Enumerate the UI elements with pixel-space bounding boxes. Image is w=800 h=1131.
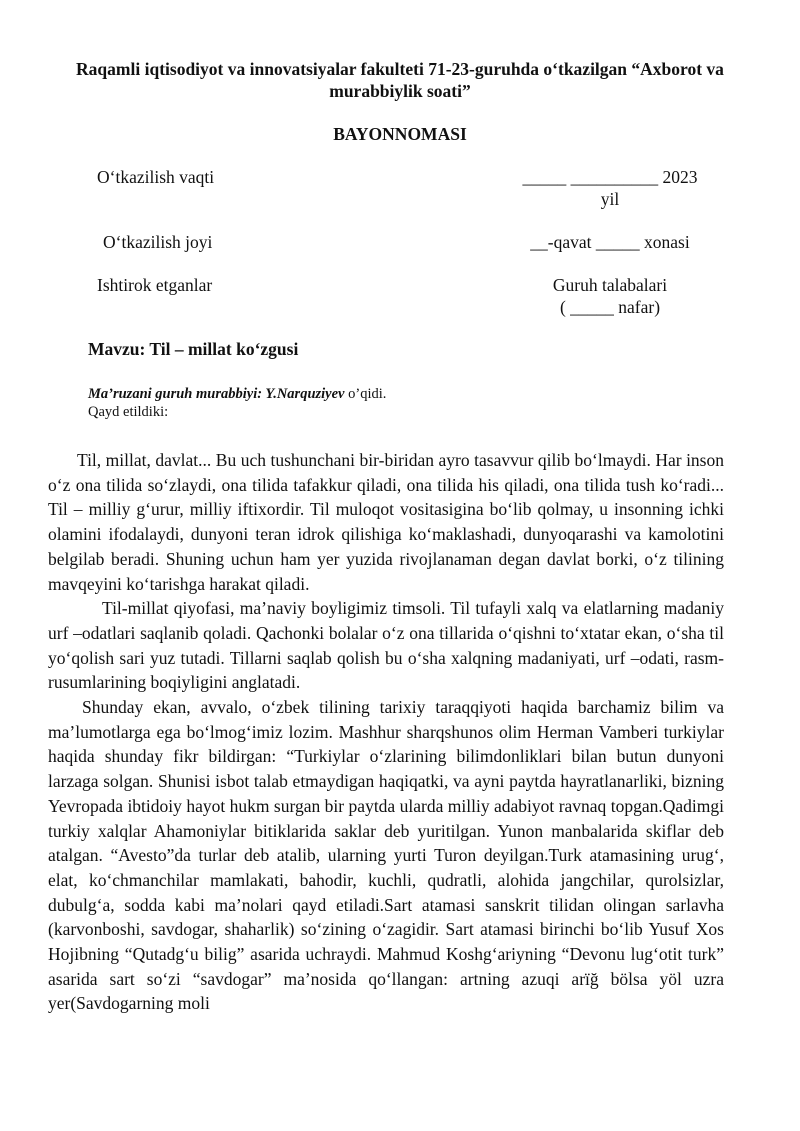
speaker-suffix: o’qidi. <box>344 386 387 402</box>
paragraph-1: Til, millat, davlat... Bu uch tushunchani bir-biridan ayro tasavvur qilib bo‘lmaydi. Har inson o‘z ona tilida so‘zlaydi, ona tilida tafakkur qiladi, ona tilida his qiladi, ona tilida tush ko‘radi... Til – milliy g‘urur, milliy iftixordir. Til muloqot vositasigina bo‘lib qolmay, u insonning ichki olamini ifodalaydi, dunyoni teran idrok qilishiga ko‘maklashadi, dunyoqarashi va kamolotini belgilab beradi. Shuning uchun ham yer yuzida rivojlanaman degan davlat borki, o‘z tilining mavqeyini ko‘tarishga harakat qiladi. <box>48 450 724 594</box>
paragraph-3: Shunday ekan, avvalo, o‘zbek tilining tarixiy taraqqiyoti haqida barchamiz bilim va ma’lumotlarga ega bo‘lmog‘imiz lozim. Mashhur sharqshunos olim Herman Vamberi turkiylar haqida shunday fikr bildirgan: “Turkiylar o‘zlarining bilimdonliklari bilan butun dunyoni larzaga solgan. Shunisi isbot talab etmaydigan haqiqatki, va ayni paytda hayratlanarliki, bizning Yevropada ibtidoiy hayot hukm surgan bir paytda ularda milliy adabiyot ravnaq topgan.Qadimgi turkiy xalqlar Ahamoniylar bitiklarida saklar deb yuritilgan. Yunon manbalarida skiflar deb atalgan. “Avesto”da turlar deb atalib, ularning yurti Turon deyilgan.Turk atamasining urug‘, elat, ko‘chmanchilar mamlakati, bahodir, kuchli, qudratli, alohida jangchilar, qurolsizlar, dubulg‘a, sodda kabi ma’nolari qayd etiladi.Sart atamasi sanskrit tilidan olingan sarlavha (karvonboshi, savdogar, shaharlik) so‘zining o‘zagidir. Sart atamasi birinchi bo‘lib Yusuf Xos Hojibning “Qutadg‘u bilig” asarida uchraydi. Mahmud Koshg‘ariyning “Devonu lug‘otit turk” asarida sart so‘zi “savdogar” ma’nosida qo‘llangan: artning azuqi arïğ bölsa yöl uzra yer(Savdogarning moli <box>48 697 724 1014</box>
participants-label: Ishtirok etganlar <box>97 275 213 295</box>
paragraph-2: Til-millat qiyofasi, ma’naviy boyligimiz timsoli. Til tufayli xalq va elatlarning madaniy urf –odatlari saqlanib qoladi. Qachonki bolalar o‘z ona tillarida o‘qishni to‘xtatar ekan, o‘sha til yo‘qolish sari yuz tutadi. Tillarni saqlab qolish bu o‘sha xalqning madaniyati, urf –odati, rasm-rusumlarining boqiyligini anglatadi. <box>48 598 724 693</box>
place-label: O‘tkazilish joyi <box>103 232 213 252</box>
speaker-label: Ma’ruzani guruh murabbiyi: Y.Narquziyev <box>88 386 345 402</box>
time-label: O‘tkazilish vaqti <box>97 167 215 187</box>
document-name: BAYONNOMASI <box>333 124 467 144</box>
topic-heading: Mavzu: Til – millat ko‘zgusi <box>88 339 299 359</box>
document-title: Raqamli iqtisodiyot va innovatsiyalar fakulteti 71-23-guruhda o‘tkazilgan “Axborot va murabbiylik soati” <box>76 59 724 101</box>
participants-value <box>500 274 720 318</box>
body-text <box>48 448 724 1016</box>
time-unit: yil <box>600 189 620 209</box>
speaker-line <box>88 385 386 403</box>
place-value: __-qavat _____ xonasi <box>530 232 690 252</box>
time-date-blank: _____ __________ 2023 <box>522 167 698 187</box>
participants-count: ( _____ nafar) <box>559 297 661 317</box>
time-value <box>500 166 720 210</box>
noted-line: Qayd etildiki: <box>88 404 169 420</box>
participants-group: Guruh talabalari <box>552 275 668 295</box>
